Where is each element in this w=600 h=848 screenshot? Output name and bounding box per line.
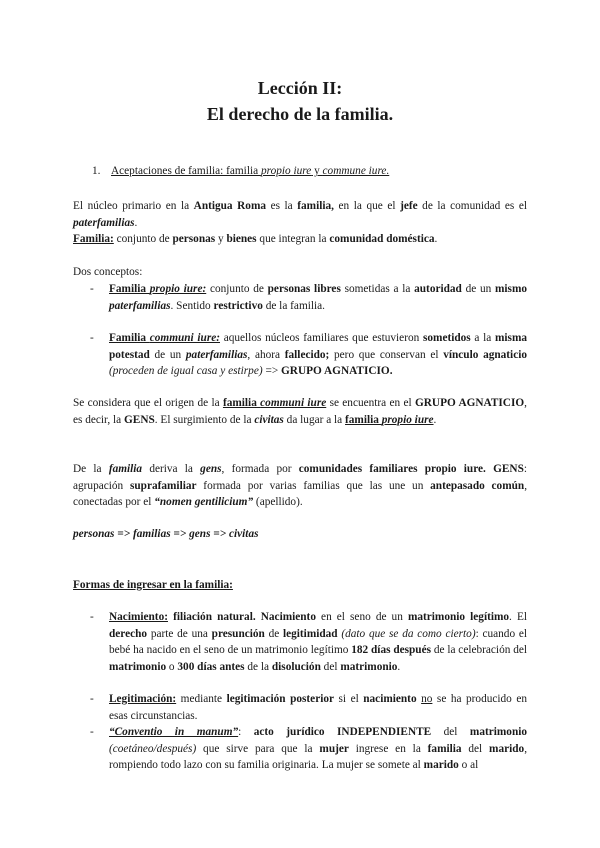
paragraph-dos-conceptos: Dos conceptos: (73, 266, 143, 278)
text-run: o al (458, 759, 479, 771)
text-run: familia, (297, 200, 334, 212)
text-run: mujer (319, 742, 349, 755)
text-run: personas => familias => gens => civitas (73, 528, 259, 540)
text-run: Nacimiento: (109, 611, 168, 623)
text-run: personas libres (267, 283, 341, 295)
text-run: Legitimación: (109, 693, 177, 705)
lesson-title: Lección II: (257, 78, 343, 98)
text-run: conjunto de (206, 283, 268, 295)
text-run: o (166, 660, 178, 673)
text-run: matrimonio (469, 726, 528, 738)
text-run: en la que el (333, 200, 401, 212)
text-run: es la (266, 200, 298, 212)
section1-heading-c: y (311, 165, 323, 177)
lesson-subtitle: El derecho de la familia. (206, 104, 394, 124)
text-run: misma potestad (109, 332, 528, 361)
text-run: deriva la (142, 463, 201, 475)
text-run: acto jurídico INDEPENDIENTE (253, 726, 432, 738)
text-run: sometidas a la (340, 283, 415, 295)
text-run: (apellido). (253, 496, 303, 508)
text-run: marido (423, 759, 459, 771)
text-run: comunidades familiares propio iure. GENS (298, 463, 524, 475)
text-run: y (215, 233, 227, 245)
text-run: de la (244, 660, 272, 673)
text-run: Antigua Roma (193, 200, 267, 212)
text-run: . El (509, 611, 527, 623)
text-run: Se considera que el origen de la (73, 397, 223, 409)
text-run: familia (345, 413, 382, 426)
section1-heading (111, 163, 389, 180)
section1-heading-a: Aceptaciones de familia: familia (111, 165, 261, 177)
bullet-dash: - (90, 283, 94, 295)
section1-heading-d: commune iure. (322, 165, 390, 177)
text-run: , es decir, la (73, 397, 527, 426)
text-run: => (262, 365, 282, 377)
paragraph-intro (73, 198, 527, 231)
text-run: de la familia. (262, 299, 325, 312)
text-run: ingrese en la (348, 742, 428, 755)
text-run: 300 días antes (177, 660, 245, 673)
text-run: familia (222, 397, 261, 409)
text-run: (coetáneo/después) (109, 742, 197, 755)
text-run: vínculo agnaticio (443, 348, 527, 361)
list-item-conventio (109, 724, 527, 774)
text-run: marido (489, 742, 525, 755)
text-run: El núcleo primario en la (73, 200, 194, 212)
text-run: si el (334, 693, 364, 705)
paragraph-sequence (73, 526, 527, 543)
text-run: (proceden de igual casa y estirpe) (109, 365, 263, 377)
bullet-dash: - (90, 726, 94, 738)
text-run: se encuentra en el (326, 397, 415, 409)
text-run: GRUPO AGNATICIO. (281, 365, 393, 377)
text-run: sometidos (422, 332, 471, 344)
section2-heading: Formas de ingresar en la familia: (73, 579, 233, 591)
text-run: propio iure (381, 413, 434, 426)
text-run: mediante (176, 693, 227, 705)
text-run: matrimonio (109, 660, 167, 673)
text-run: , ahora (247, 348, 285, 361)
text-run: “nomen gentilicium” (154, 496, 254, 508)
paragraph-familia-def (73, 231, 527, 248)
text-run: pero que conservan el (329, 348, 444, 361)
text-run: propio iure: (149, 283, 207, 295)
bullet-dash: - (90, 332, 94, 344)
text-run: de un (461, 283, 495, 295)
text-run: no (421, 693, 433, 705)
text-run: personas (172, 233, 216, 245)
text-run: , rompiendo todo lazo con su familia originaria. La mujer se somete al (109, 742, 528, 771)
text-run: restrictivo (213, 299, 263, 312)
text-run: De la (73, 463, 109, 475)
text-run: a la (470, 332, 495, 344)
list-item-nacimiento (109, 609, 527, 675)
text-run: . Sentido (170, 299, 214, 312)
text-run: paterfamilias (185, 348, 248, 361)
section1-number: 1. (92, 165, 101, 177)
text-run: Familia (109, 332, 150, 344)
paragraph-origen (73, 395, 527, 428)
text-run: antepasado común (430, 479, 525, 492)
text-run: communi iure: (149, 332, 220, 344)
text-run: de un (149, 348, 186, 361)
text-run: : agrupación (73, 463, 527, 492)
text-run: autoridad (414, 283, 462, 295)
text-run: del (461, 742, 490, 755)
text-run: conjunto de (113, 233, 173, 245)
text-run: communi iure (260, 397, 327, 409)
text-run: “Conventio in manum” (109, 726, 239, 738)
text-run: fallecido; (284, 348, 330, 361)
text-run: suprafamiliar (129, 479, 197, 492)
text-run: : cuando el bebé ha nacido en el seno de un matrimonio legítimo (109, 627, 527, 656)
text-run: da lugar a la (283, 413, 346, 426)
text-run: nacimiento (363, 693, 417, 705)
text-run: de la comunidad es el (417, 200, 527, 212)
text-run: Familia (109, 283, 150, 295)
text-run: bienes (226, 233, 257, 245)
text-run: del (320, 660, 341, 673)
text-run: , formada por (221, 463, 299, 475)
text-run: legitimación posterior (226, 693, 335, 705)
text-run: paterfamilias (109, 299, 171, 312)
text-run: que integran la (256, 233, 330, 245)
text-run: se ha producido en esas circunstancias. (109, 693, 527, 722)
text-run: jefe (400, 200, 418, 212)
text-run: de la celebración del (431, 644, 527, 656)
list-item-communi-iure (109, 330, 527, 380)
text-run: . (397, 660, 401, 673)
text-run: . (134, 216, 138, 229)
text-run: en el seno de un (315, 611, 408, 623)
text-run: paterfamilias (73, 216, 135, 229)
text-run: GENS (124, 413, 155, 426)
text-run: presunción (211, 627, 265, 640)
text-run: Familia: (73, 233, 114, 245)
text-run: matrimonio (340, 660, 398, 673)
text-run: , conectadas por el (73, 479, 528, 508)
list-item-legitimacion (109, 691, 527, 724)
text-run: : (238, 726, 254, 738)
text-run: . (433, 413, 437, 426)
text-run: (dato que se da como cierto) (341, 627, 476, 640)
text-run: matrimonio legítimo (407, 611, 510, 623)
text-run: familia (427, 742, 462, 755)
text-run: del (431, 726, 470, 738)
text-run: disolución (271, 660, 321, 673)
text-run: familia (108, 463, 143, 475)
bullet-dash: - (90, 611, 94, 623)
text-run: 182 días después (351, 644, 431, 656)
paragraph-gens (73, 461, 527, 511)
text-run: filiación natural. Nacimiento (173, 611, 316, 623)
text-run: gens (200, 463, 222, 475)
text-run: de (264, 627, 283, 640)
text-run: parte de una (147, 627, 212, 640)
text-run: comunidad doméstica (329, 233, 435, 245)
bullet-dash: - (90, 693, 94, 705)
text-run: que sirve para que la (196, 742, 320, 755)
text-run: civitas (254, 413, 284, 426)
text-run: formada por varias familias que las une un (196, 479, 431, 492)
text-run: mismo (495, 283, 528, 295)
list-item-propio-iure (109, 281, 527, 314)
text-run: derecho (109, 627, 148, 640)
text-run: . (434, 233, 438, 245)
text-run: legitimidad (282, 627, 338, 640)
section1-heading-b: propio iure (260, 165, 312, 177)
text-run: . El surgimiento de la (154, 413, 255, 426)
text-run: aquellos núcleos familiares que estuvieron (220, 332, 423, 344)
text-run: GRUPO AGNATICIO (414, 397, 525, 409)
